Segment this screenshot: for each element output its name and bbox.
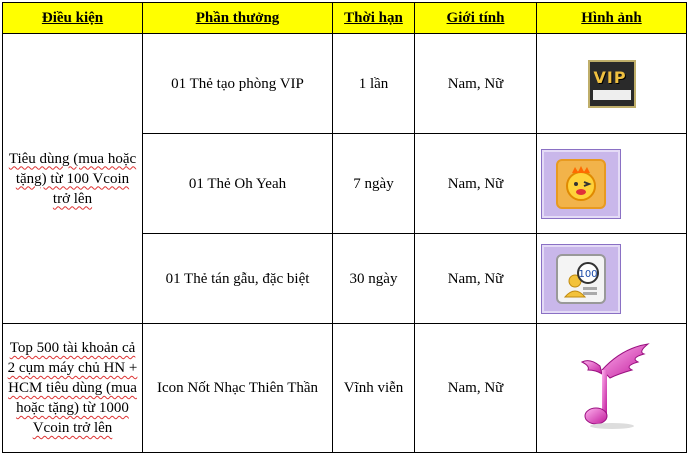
condition-cell (3, 34, 143, 324)
header-condition: Điều kiện (3, 3, 143, 34)
duration-text: 30 ngày (349, 270, 398, 287)
duration-cell (333, 234, 415, 324)
reward-cell (143, 34, 333, 134)
chat-icon-label: 100 (578, 268, 598, 280)
table-row (3, 324, 687, 453)
gender-text: Nam, Nữ (447, 270, 504, 287)
gender-cell (415, 324, 537, 453)
chat-card-icon (541, 244, 621, 314)
table-row (3, 34, 687, 134)
angel-music-note-icon (572, 340, 652, 436)
vip-card-icon (588, 60, 636, 108)
gender-text: Nam, Nữ (447, 75, 504, 92)
reward-text: 01 Thẻ Oh Yeah (188, 175, 287, 192)
duration-cell (333, 134, 415, 234)
duration-text: 1 lần (358, 75, 389, 92)
duration-cell (333, 34, 415, 134)
reward-text: 01 Thẻ tán gẫu, đặc biệt (165, 270, 310, 287)
header-duration: Thời hạn (333, 3, 415, 34)
reward-cell (143, 134, 333, 234)
reward-text: 01 Thẻ tạo phòng VIP (171, 75, 304, 92)
header-image: Hình ảnh (537, 3, 687, 34)
image-cell (537, 34, 687, 134)
condition-text: Top 500 tài khoản cả 2 cụm máy chủ HN + HCM tiêu dùng (mua hoặc tặng) từ 1000 Vcoin trở lên (7, 340, 138, 436)
oh-yeah-card-icon (541, 149, 621, 219)
reward-cell (143, 234, 333, 324)
duration-text: Vĩnh viễn (343, 380, 404, 396)
condition-cell (3, 324, 143, 453)
condition-text: Tiêu dùng (mua hoặc tặng) từ 100 Vcoin trở lên (8, 150, 137, 207)
reward-cell (143, 324, 333, 453)
header-row (3, 3, 687, 34)
image-cell (537, 134, 687, 234)
gender-text: Nam, Nữ (447, 175, 504, 192)
image-cell (537, 234, 687, 324)
gender-cell (415, 234, 537, 324)
gender-text: Nam, Nữ (447, 380, 504, 396)
reward-text: Icon Nốt Nhạc Thiên Thần (156, 380, 319, 396)
header-reward: Phần thưởng (143, 3, 333, 34)
vip-icon-label: VIP (593, 67, 627, 87)
header-gender: Giới tính (415, 3, 537, 34)
image-cell (537, 324, 687, 453)
duration-text: 7 ngày (353, 175, 394, 192)
rewards-table (2, 2, 687, 453)
duration-cell (333, 324, 415, 453)
gender-cell (415, 34, 537, 134)
gender-cell (415, 134, 537, 234)
